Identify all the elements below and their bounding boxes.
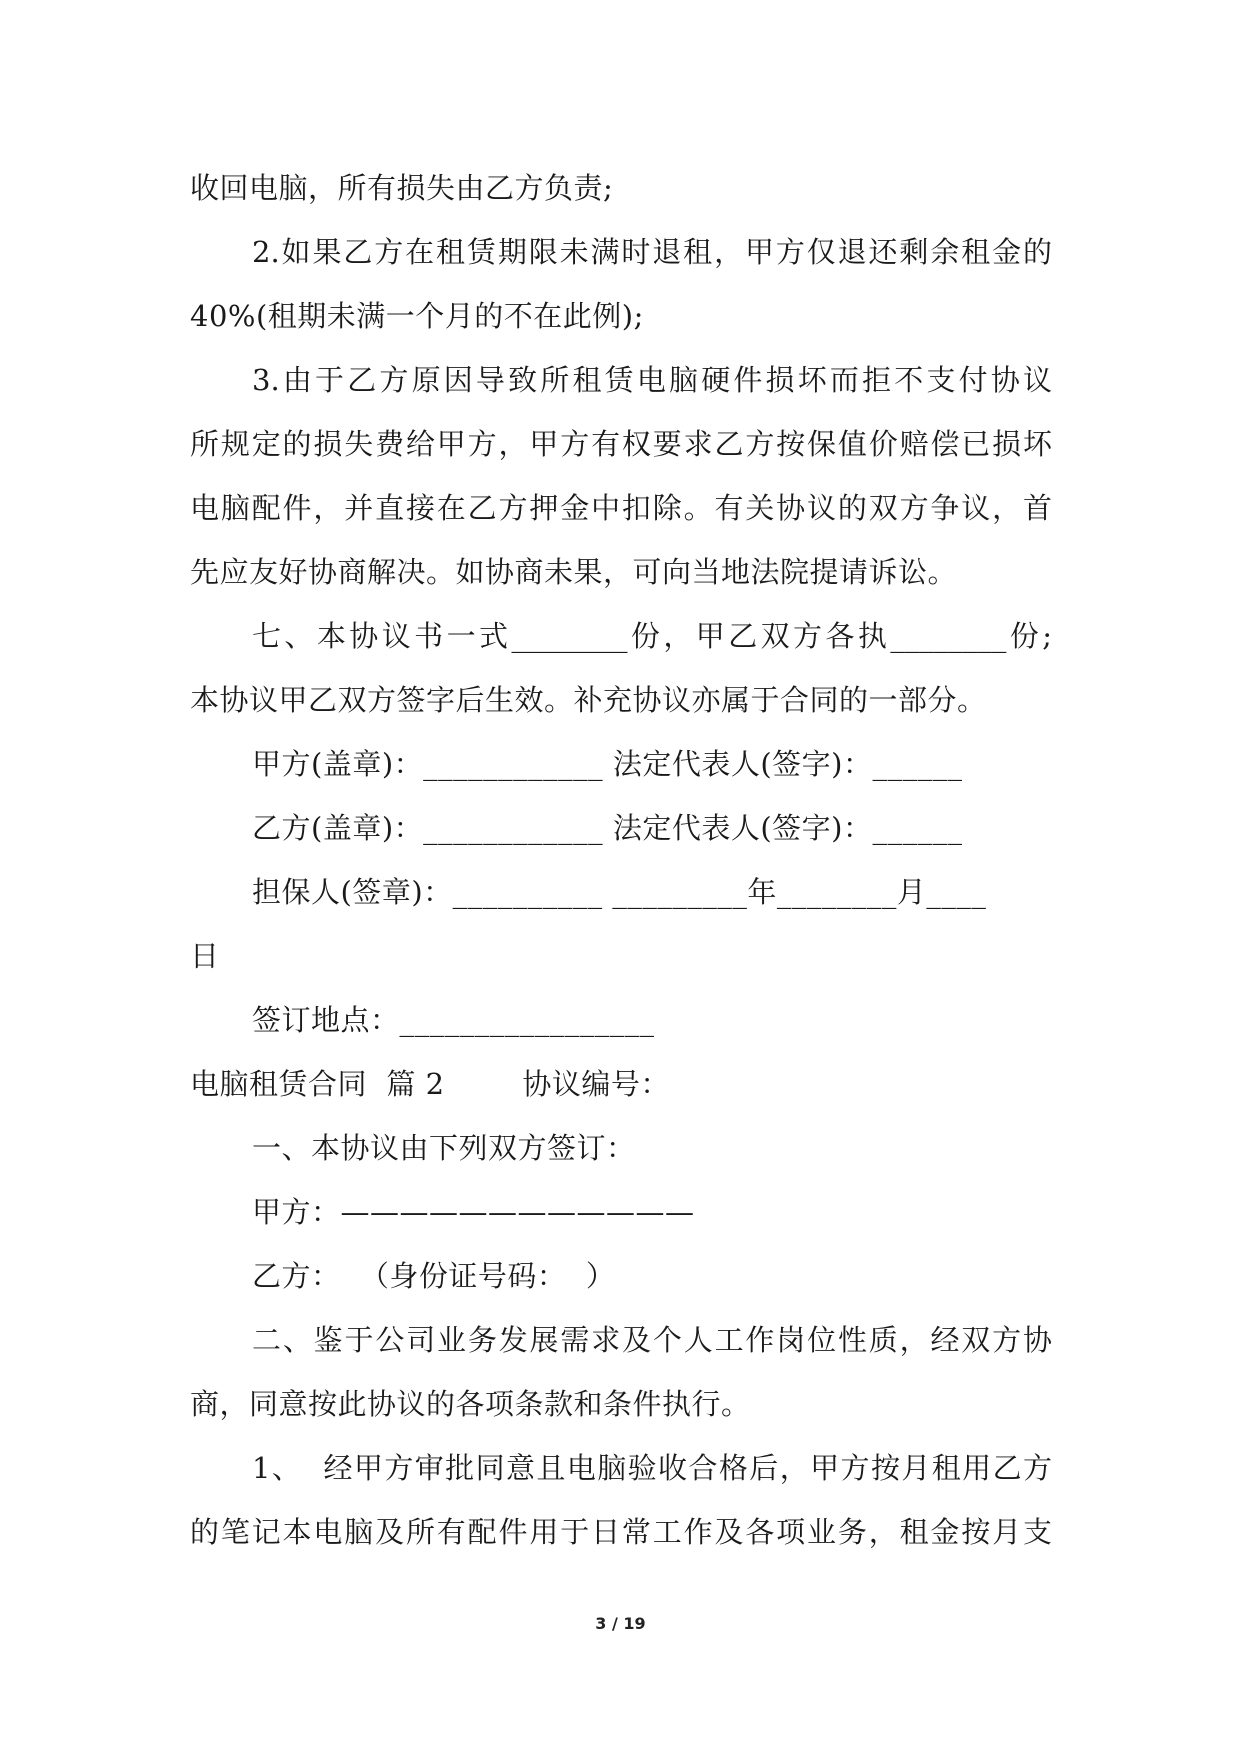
text-line: 电脑配件，并直接在乙方押金中扣除。有关协议的双方争议，首 — [190, 491, 1052, 525]
text-line: 1、 经甲方审批同意且电脑验收合格后，甲方按月租用乙方 — [252, 1451, 1052, 1485]
page-number: 3 / 19 — [595, 1614, 646, 1633]
signing-place-line: 签订地点：_________________ — [252, 1003, 655, 1037]
text-line: 七、本协议书一式________份，甲乙双方各执________份; — [252, 619, 1052, 653]
text-line: 一、本协议由下列双方签订： — [252, 1131, 636, 1165]
text-line: 收回电脑，所有损失由乙方负责; — [190, 171, 614, 205]
text-line: 本协议甲乙双方签字后生效。补充协议亦属于合同的一部分。 — [190, 683, 987, 717]
text-line: 商，同意按此协议的各项条款和条件执行。 — [190, 1387, 751, 1421]
signature-line-party-b: 乙方(盖章)：____________ 法定代表人(签字)：______ — [252, 811, 963, 845]
text-line: 3.由于乙方原因导致所租赁电脑硬件损坏而拒不支付协议 — [252, 363, 1052, 397]
text-line: 先应友好协商解决。如协商未果，可向当地法院提请诉讼。 — [190, 555, 958, 589]
text-line: 二、鉴于公司业务发展需求及个人工作岗位性质，经双方协 — [252, 1323, 1052, 1357]
party-b-line: 乙方： （身份证号码： ） — [252, 1259, 616, 1293]
signature-line-party-a: 甲方(盖章)：____________ 法定代表人(签字)：______ — [252, 747, 963, 781]
text-line: 日 — [190, 939, 220, 973]
text-line: 的笔记本电脑及所有配件用于日常工作及各项业务，租金按月支 — [190, 1515, 1052, 1549]
party-a-line: 甲方：———————————— — [252, 1195, 695, 1229]
text-line: 2.如果乙方在租赁期限未满时退租，甲方仅退还剩余租金的 — [252, 235, 1052, 269]
guarantor-date-line: 担保人(签章)：__________ _________年________月____ — [252, 875, 987, 909]
text-line: 所规定的损失费给甲方，甲方有权要求乙方按保值价赔偿已损坏 — [190, 427, 1052, 461]
text-line: 40%(租期未满一个月的不在此例); — [190, 299, 644, 333]
section-heading: 电脑租赁合同 篇 2 协议编号： — [190, 1067, 670, 1101]
